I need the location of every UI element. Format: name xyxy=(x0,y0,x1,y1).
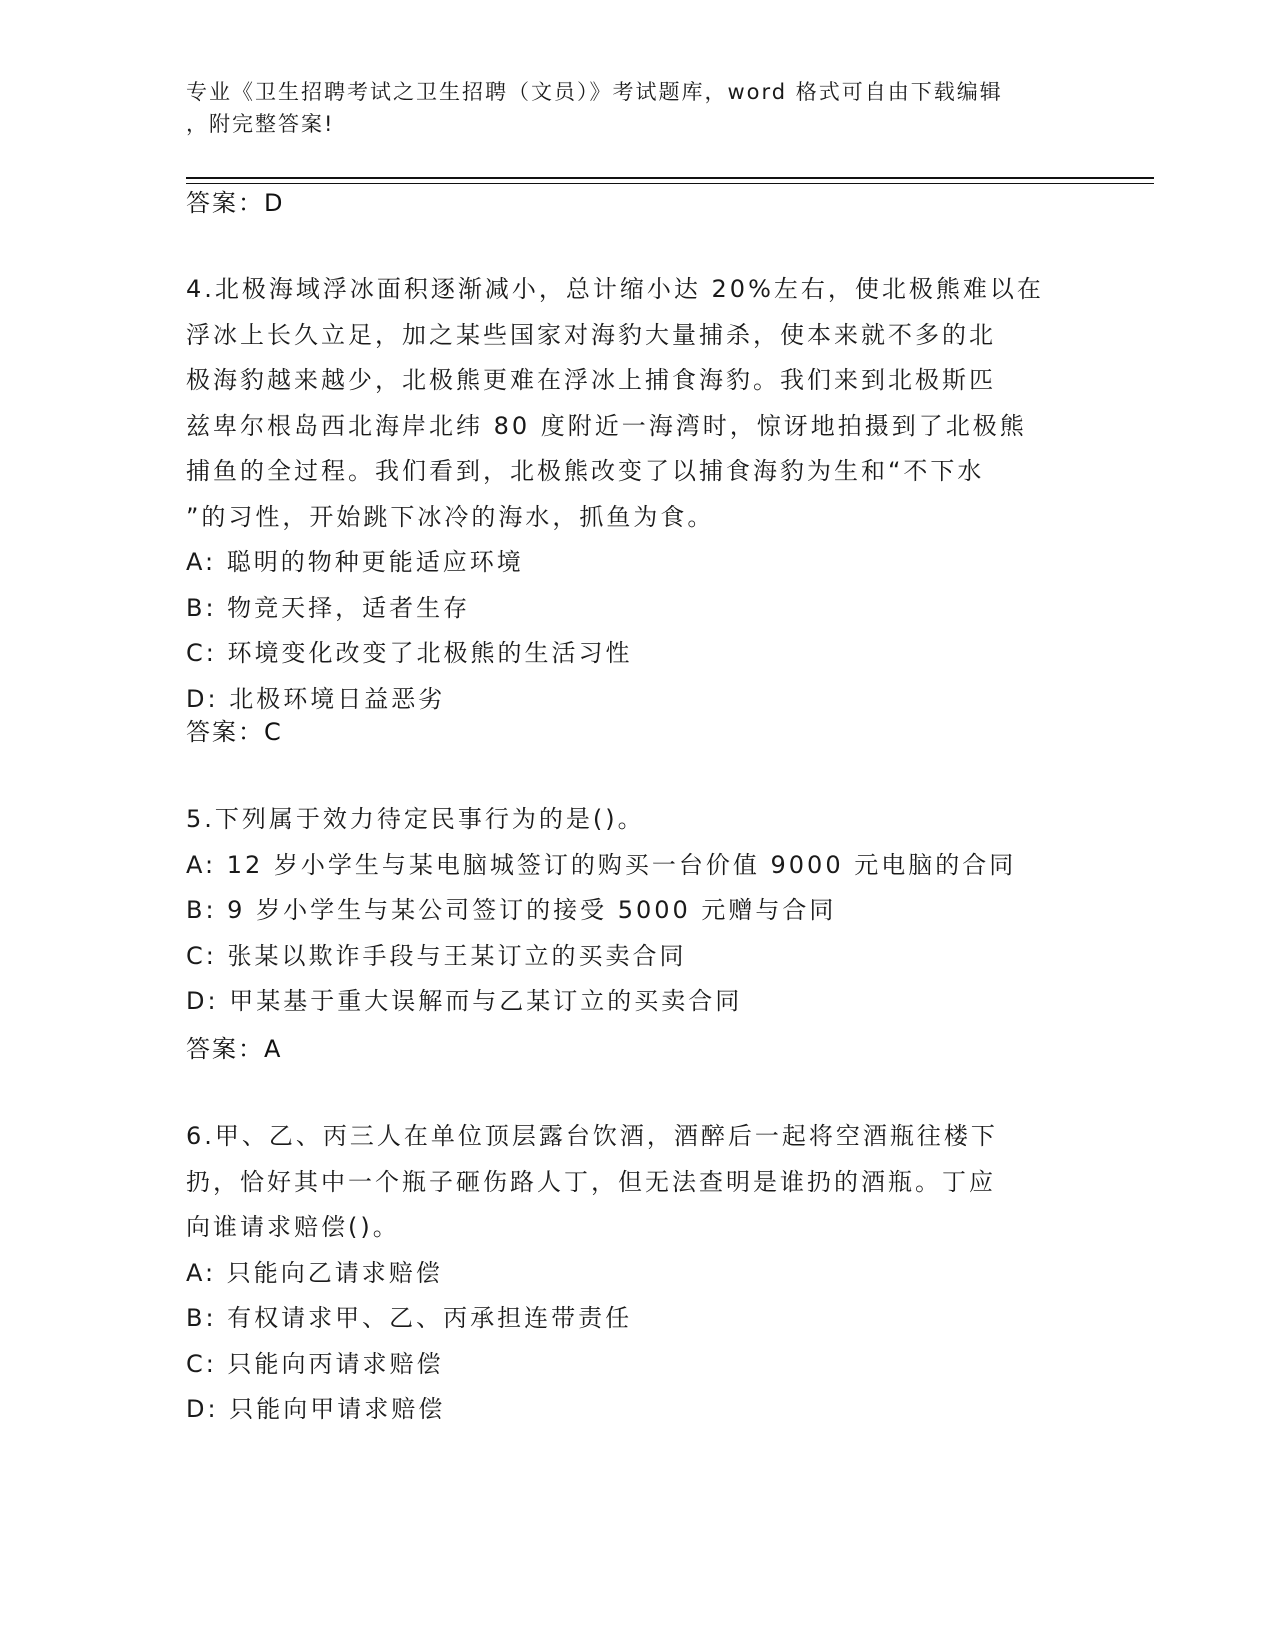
question-6 xyxy=(186,1114,998,1433)
question-4-option-b: B: 物竞天择，适者生存 xyxy=(186,593,471,622)
previous-answer: 答案：D xyxy=(186,189,285,217)
question-5-option-d: D: 甲某基于重大误解而与乙某订立的买卖合同 xyxy=(186,987,743,1015)
question-4-stem: 4.北极海域浮冰面积逐渐减小，总计缩小达 20%左右，使北极熊难以在 浮冰上长久立足，加之某些国家对海豹大量捕杀，使本来就不多的北 极海豹越来越少，北极熊更难在浮冰上捕食海豹。我们来到北极斯匹 兹卑尔根岛西北海岸北纬 80 度附近一海湾时，惊讶地拍摄到了北极熊 捕鱼的全过程。我们看到，北极熊改变了以捕食海豹为生和“不下水 ”的习性，开始跳下冰冷的海水，抓鱼为食。 xyxy=(186,275,1044,531)
question-5-answer: 答案：A xyxy=(186,1035,283,1063)
question-4 xyxy=(186,267,1044,722)
question-5-option-b: B: 9 岁小学生与某公司签订的接受 5000 元赠与合同 xyxy=(186,896,837,924)
question-4-answer: 答案：C xyxy=(186,718,283,746)
question-4-option-a: A: 聪明的物种更能适应环境 xyxy=(186,548,524,576)
document-header xyxy=(186,76,1086,140)
question-6-stem: 6.甲、乙、丙三人在单位顶层露台饮酒，酒醉后一起将空酒瓶往楼下 扔，恰好其中一个瓶子砸伤路人丁，但无法查明是谁扔的酒瓶。丁应 向谁请求赔偿()。 xyxy=(186,1122,998,1241)
question-6-option-d: D: 只能向甲请求赔偿 xyxy=(186,1395,446,1423)
question-5 xyxy=(186,797,1016,1025)
question-6-option-b: B: 有权请求甲、乙、丙承担连带责任 xyxy=(186,1304,633,1332)
question-5-option-a: A: 12 岁小学生与某电脑城签订的购买一台价值 9000 元电脑的合同 xyxy=(186,850,1017,879)
question-4-option-d: D: 北极环境日益恶劣 xyxy=(186,684,446,713)
question-5-option-c: C: 张某以欺诈手段与王某订立的买卖合同 xyxy=(186,941,687,970)
question-4-option-c: C: 环境变化改变了北极熊的生活习性 xyxy=(186,639,633,667)
header-divider-thick xyxy=(186,177,1154,179)
header-divider-thin xyxy=(186,183,1154,184)
question-6-option-c: C: 只能向丙请求赔偿 xyxy=(186,1349,444,1378)
header-line-1: 专业《卫生招聘考试之卫生招聘（文员）》考试题库，word 格式可自由下载编辑 xyxy=(186,80,1003,104)
question-6-option-a: A: 只能向乙请求赔偿 xyxy=(186,1258,443,1287)
header-line-2: ，附完整答案! xyxy=(186,112,335,136)
question-5-stem: 5.下列属于效力待定民事行为的是()。 xyxy=(186,805,645,833)
